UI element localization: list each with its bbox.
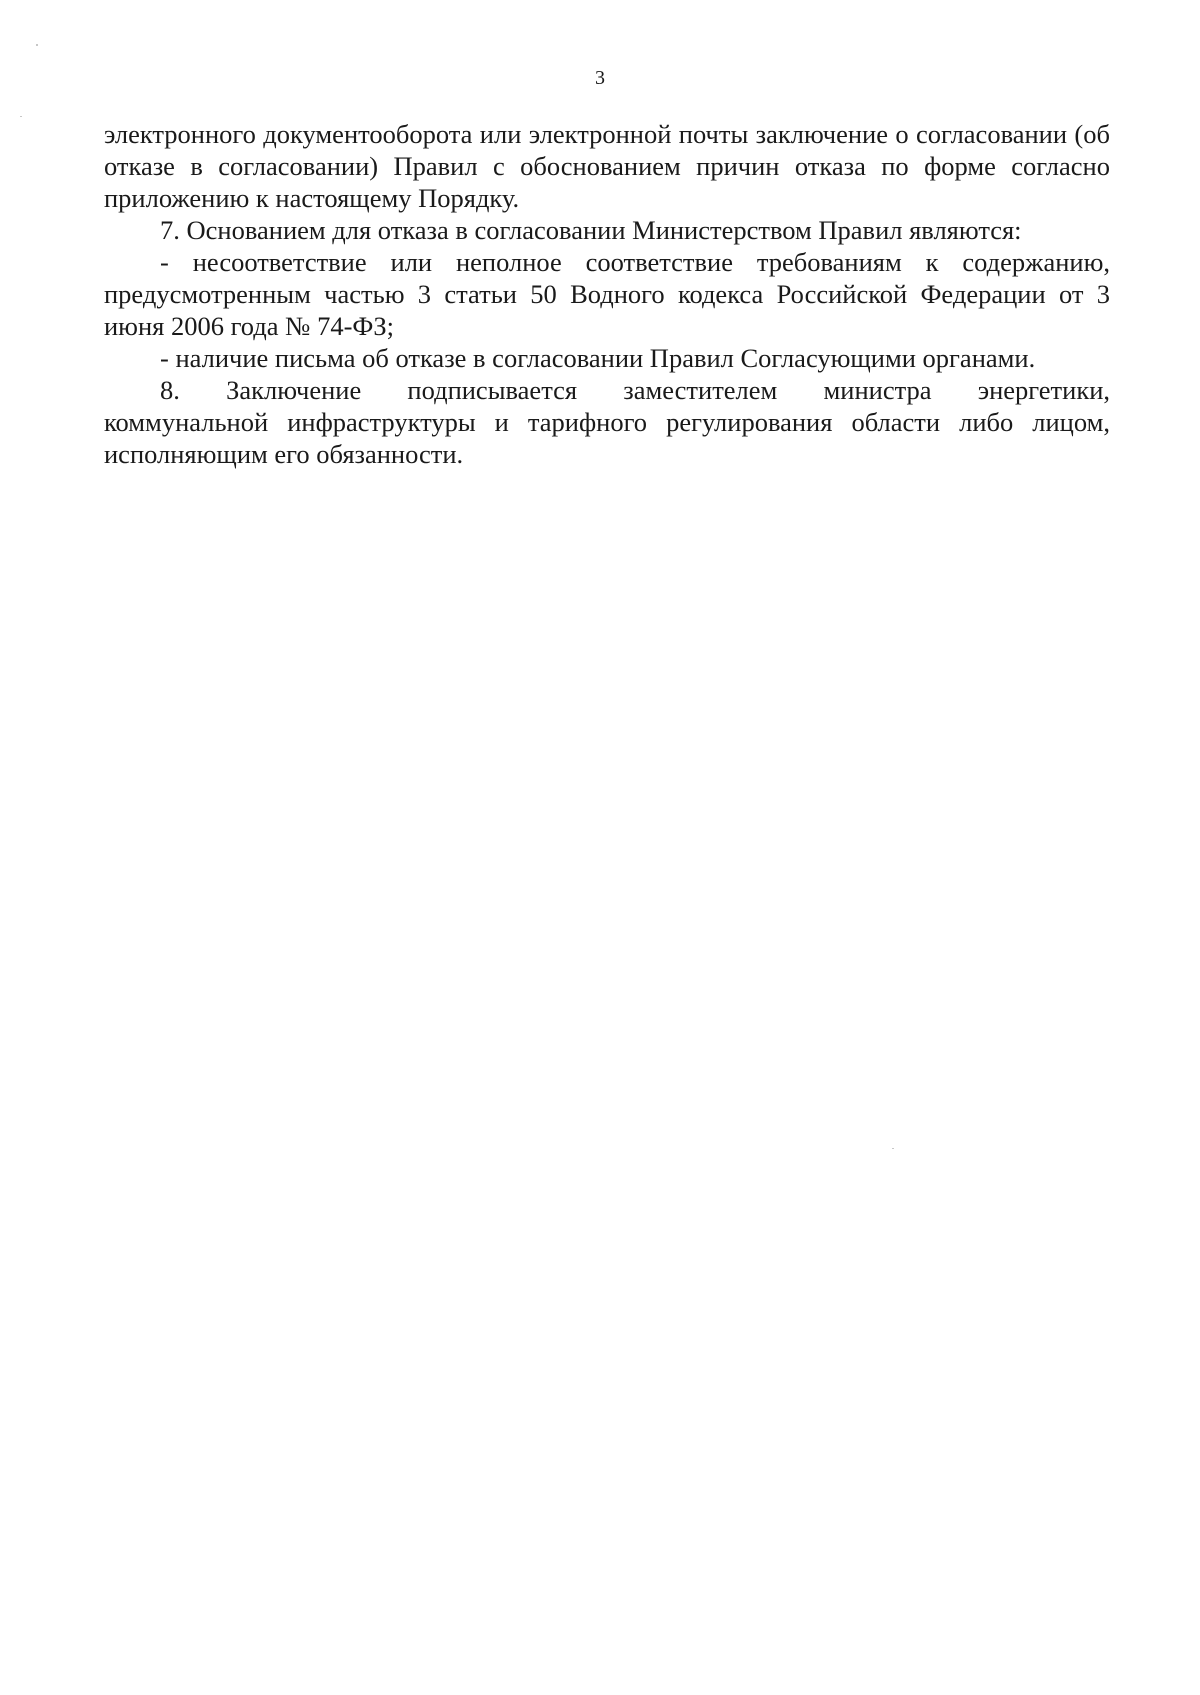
item-8-word: заместителем bbox=[623, 375, 778, 405]
paragraph-reason-2: - наличие письма об отказе в согласовании Правил Согласующими органами. bbox=[160, 343, 1036, 373]
document-body bbox=[104, 118, 1110, 470]
scan-speck bbox=[20, 116, 22, 117]
page-number: 3 bbox=[595, 67, 605, 89]
paragraph-item-7: 7. Основанием для отказа в согласовании Министерством Правил являются: bbox=[160, 215, 1022, 245]
paragraph-continuation: электронного документооборота или электронной почты заключение о согласовании (об отказе в согласовании) Правил с обоснованием причин отказа по форме согласно приложению к настоящему Порядку. bbox=[104, 119, 1110, 213]
item-8-word: 8. bbox=[160, 375, 180, 405]
item-8-word: министра bbox=[823, 375, 932, 405]
paragraph-item-8-rest: коммунальной инфраструктуры и тарифного регулирования области либо лицом, исполняющим его обязанности. bbox=[104, 407, 1110, 469]
item-8-word: энергетики, bbox=[977, 375, 1110, 405]
scan-speck bbox=[892, 1148, 894, 1149]
paragraph-reason-1: - несоответствие или неполное соответствие требованиям к содержанию, предусмотренным частью 3 статьи 50 Водного кодекса Российской Федерации от 3 июня 2006 года № 74-ФЗ; bbox=[104, 247, 1110, 341]
paragraph-item-8-first-line bbox=[104, 374, 1110, 406]
item-8-word: подписывается bbox=[407, 375, 578, 405]
item-8-word: Заключение bbox=[226, 375, 362, 405]
scan-speck bbox=[36, 44, 38, 46]
